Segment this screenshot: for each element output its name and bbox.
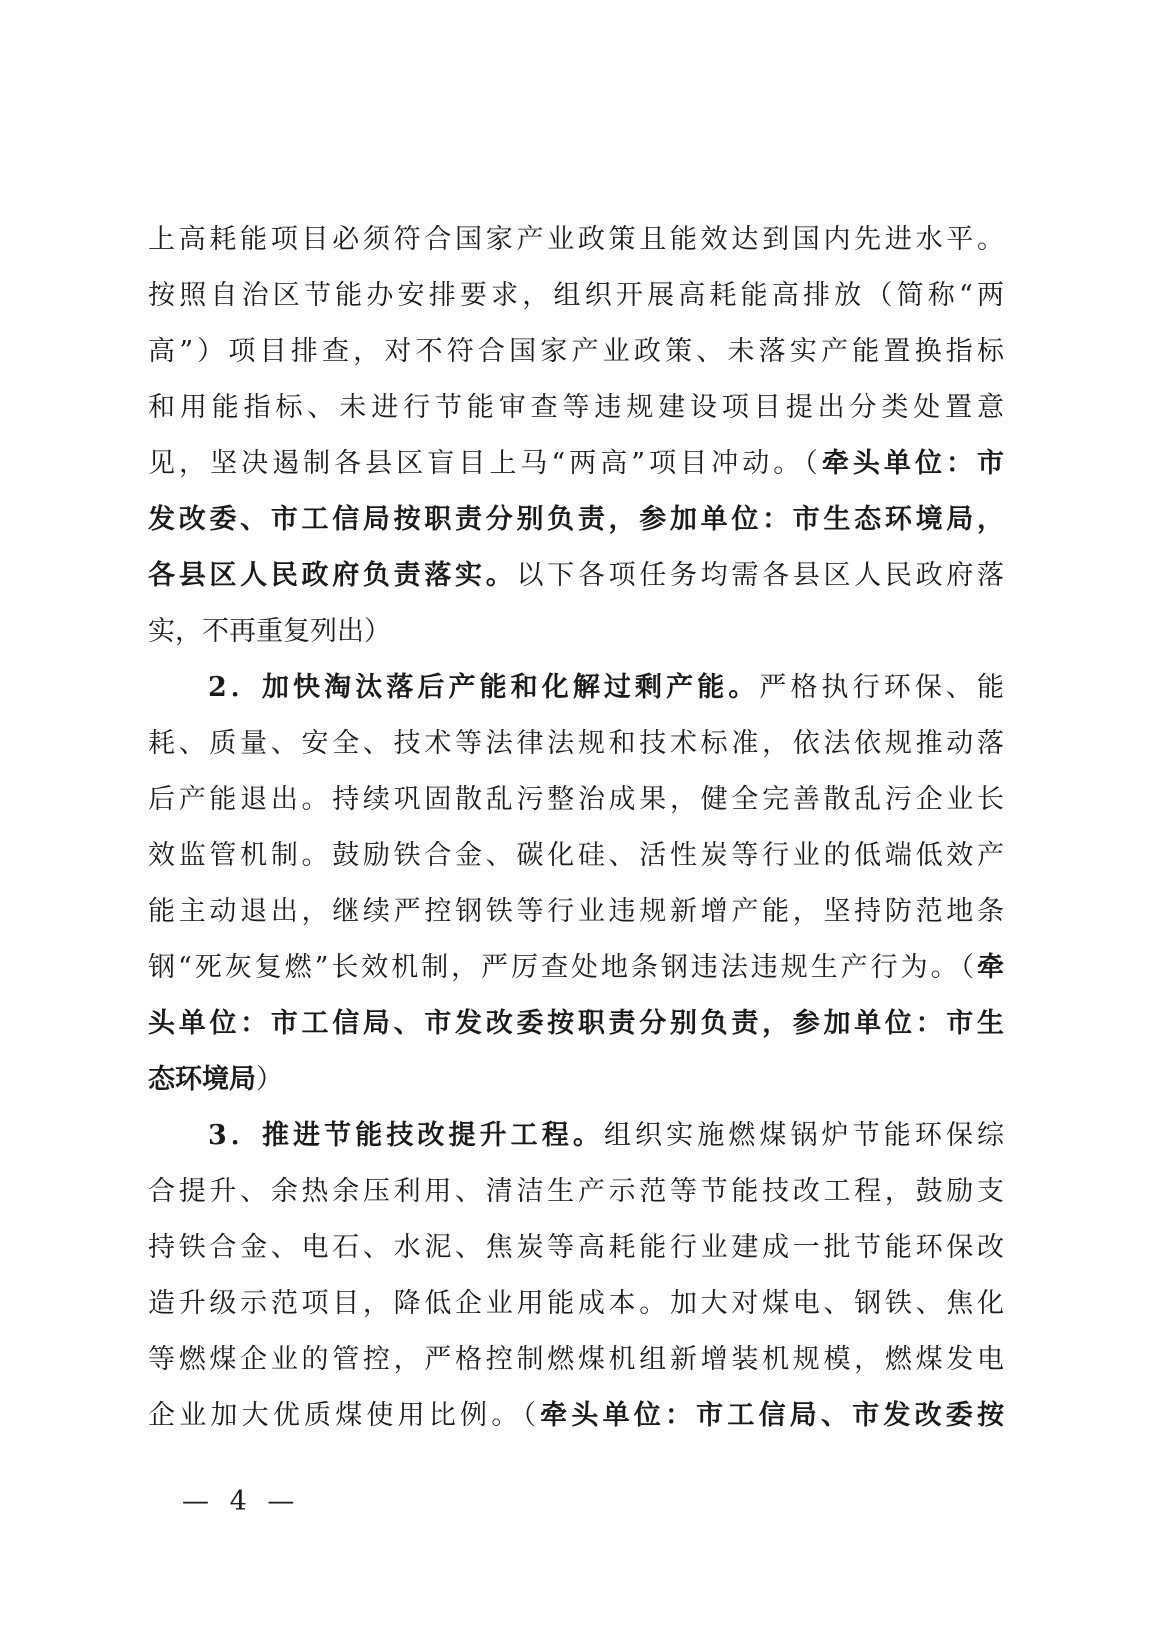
text-run: 和用能指标、未进行节能审查等违规建设项目提出分类处置意 (148, 392, 1004, 423)
text-run: 以下各项任务均需各县区人民政府落 (516, 560, 1005, 591)
text-run: 能主动退出，继续严控钢铁等行业违规新增产能，坚持防范地条 (148, 896, 1004, 927)
text-run: 按照自治区节能办安排要求，组织开展高耗能高排放（简称“两 (148, 280, 1004, 311)
text-run: 后产能退出。持续巩固散乱污整治成果，健全完善散乱污企业长 (148, 784, 1004, 815)
text-line (148, 1108, 1004, 1164)
text-run-bold: 发改委、市工信局按职责分别负责，参加单位：市生态环境局， (148, 504, 1004, 535)
paragraph-2 (148, 660, 1004, 1108)
text-run: 持铁合金、电石、水泥、焦炭等高耗能行业建成一批节能环保改 (148, 1232, 1004, 1263)
text-line (148, 268, 1004, 324)
text-run: ） (256, 1064, 283, 1095)
text-run: 组织实施燃煤锅炉节能环保综 (603, 1120, 1004, 1151)
paragraph-3 (148, 1108, 1004, 1444)
text-line (148, 1052, 1004, 1108)
text-run: 严格执行环保、能 (759, 672, 1004, 703)
text-run: 钢“死灰复燃”长效机制，严厉查处地条钢违法违规生产行为。（ (148, 952, 977, 983)
text-run: 企业加大优质煤使用比例。（ (148, 1400, 541, 1431)
section-heading: 3．推进节能技改提升工程。 (208, 1120, 604, 1151)
page-number: — 4 — (182, 1486, 301, 1517)
text-run: 造升级示范项目，降低企业用能成本。加大对煤电、钢铁、焦化 (148, 1288, 1004, 1319)
text-line (148, 772, 1004, 828)
text-run-bold: 牵头单位：市 (821, 448, 1005, 479)
text-line (148, 380, 1004, 436)
text-line (148, 492, 1004, 548)
text-line (148, 716, 1004, 772)
text-run: 等燃煤企业的管控，严格控制燃煤机组新增装机规模，燃煤发电 (148, 1344, 1004, 1375)
text-run: 实，不再重复列出） (148, 616, 391, 647)
text-line (148, 828, 1004, 884)
paragraph-1 (148, 212, 1004, 660)
text-run-bold: 各县区人民政府负责落实。 (148, 560, 517, 591)
text-line (148, 940, 1004, 996)
text-line (148, 1164, 1004, 1220)
text-line (148, 660, 1004, 716)
text-line (148, 324, 1004, 380)
section-heading: 2．加快淘汰落后产能和化解过剩产能。 (208, 672, 760, 703)
text-line (148, 436, 1004, 492)
text-run: 耗、质量、安全、技术等法律法规和技术标准，依法依规推动落 (148, 728, 1004, 759)
text-line (148, 1220, 1004, 1276)
text-run-bold: 牵 (977, 952, 1004, 983)
text-line (148, 1276, 1004, 1332)
text-line (148, 548, 1004, 604)
text-run: 上高耗能项目必须符合国家产业政策且能效达到国内先进水平。 (148, 224, 1004, 255)
text-run-bold: 牵头单位：市工信局、市发改委按 (540, 1400, 1005, 1431)
text-line (148, 1388, 1004, 1444)
text-run: 效监管机制。鼓励铁合金、碳化硅、活性炭等行业的低端低效产 (148, 840, 1004, 871)
text-line (148, 212, 1004, 268)
text-line (148, 1332, 1004, 1388)
text-line (148, 604, 1004, 660)
text-run-bold: 头单位：市工信局、市发改委按职责分别负责，参加单位：市生 (148, 1008, 1004, 1039)
text-line (148, 884, 1004, 940)
text-run: 见，坚决遏制各县区盲目上马“两高”项目冲动。（ (148, 448, 822, 479)
text-line (148, 996, 1004, 1052)
text-run-bold: 态环境局 (148, 1064, 256, 1095)
text-run: 高”）项目排查，对不符合国家产业政策、未落实产能置换指标 (148, 336, 1004, 367)
text-run: 合提升、余热余压利用、清洁生产示范等节能技改工程，鼓励支 (148, 1176, 1004, 1207)
document-body (148, 212, 1004, 1444)
